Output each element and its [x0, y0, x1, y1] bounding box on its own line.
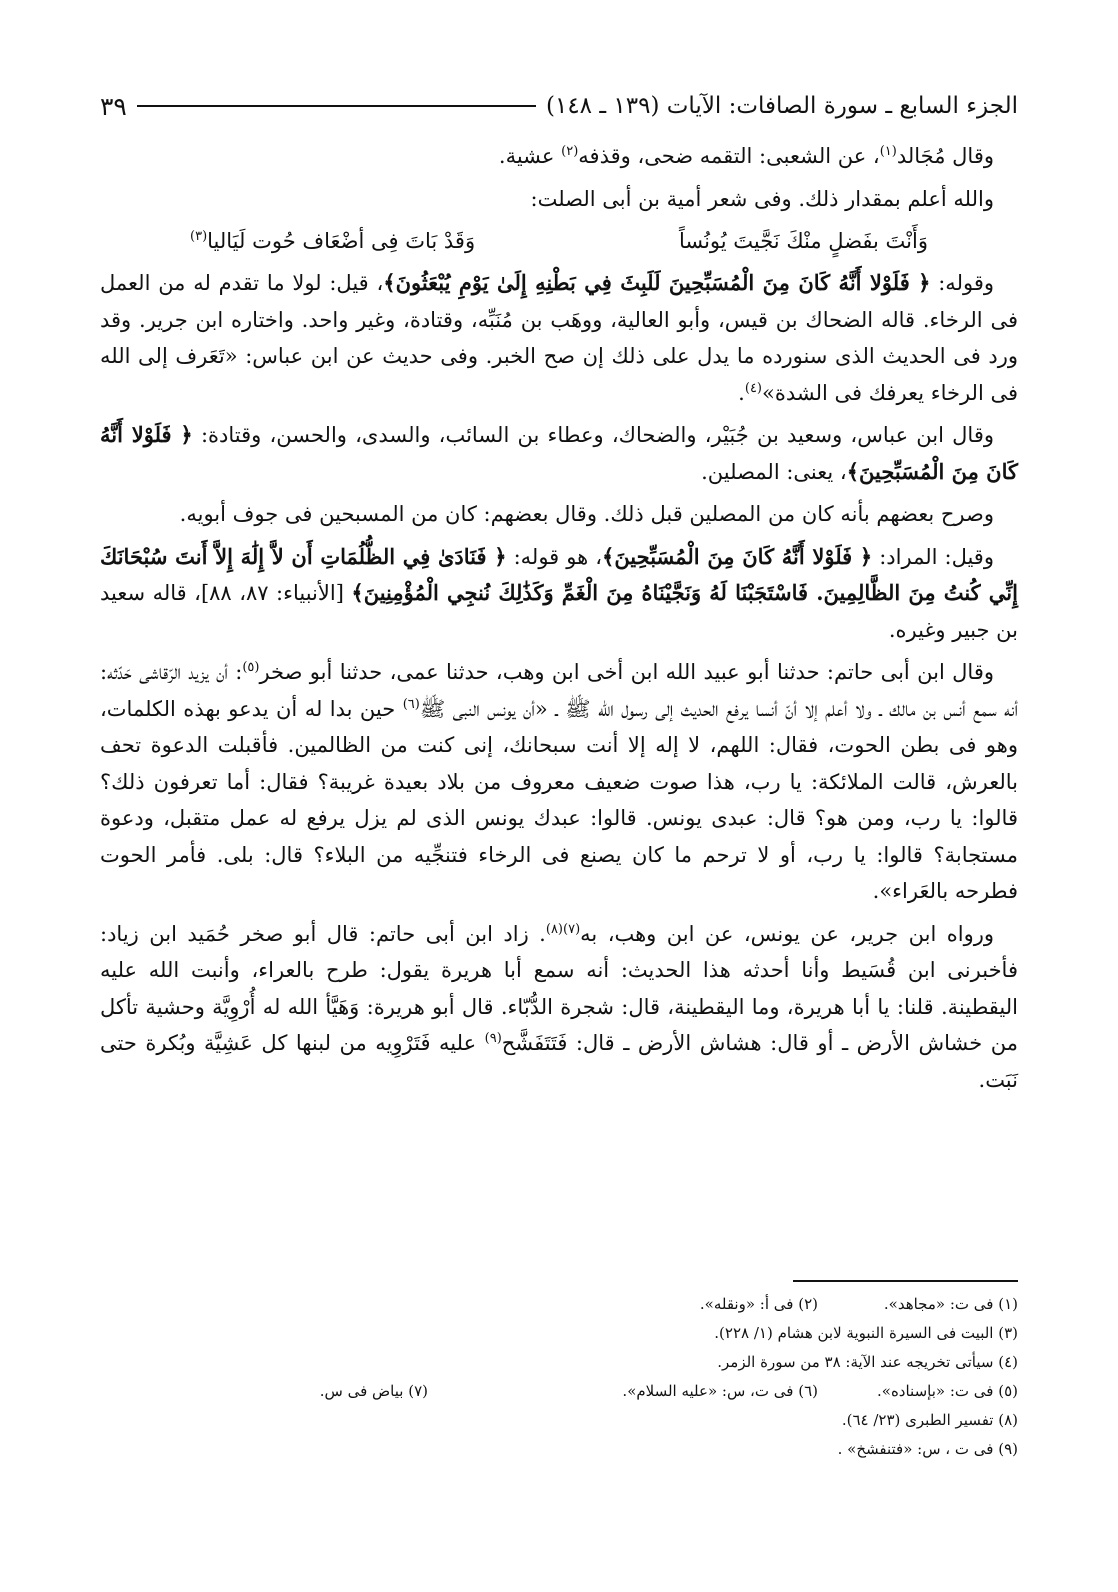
footnote-marker: (٧)(٨): [545, 921, 581, 937]
quran-quote: ﴿ فَلَوْلا أَنَّهُ كَانَ مِنَ الْمُسَبِّحِينَ﴾: [100, 422, 1018, 484]
poetry-verse: [190, 223, 928, 259]
header-title: الجزء السابع ـ سورة الصافات: الآيات (١٣٩ ـ ١٤٨): [545, 93, 1018, 119]
verse-second-hemistich: وَقَدْ بَاتَ فِى أضْعَاف حُوت لَيَاليا$^{(٣)}$: [190, 229, 476, 253]
footnote-6: (٦) فى ت، س: «عليه السلام».: [622, 1382, 818, 1400]
footnote-line: [100, 1319, 1018, 1348]
footnote-marker: (٤): [744, 380, 762, 396]
paragraph-3: وقوله: ﴿ فَلَوْلا أَنَّهُ كَانَ مِنَ الْمُسَبِّحِينَ لَلَبِثَ فِي بَطْنِهِ إِلَىٰ يَوْمِ يُبْعَثُونَ﴾، قيل: لولا ما تقدم له من العمل فى الرخاء. قاله الضحاك بن قيس، وأبو العالية، ووهَب بن مُنَبِّه، وقتادة، وغير واحد. واختاره ابن جرير. وقد ورد فى الحديث الذى سنورده ما يدل على ذلك إن صح الخبر. وفى حديث عن ابن عباس: «تَعَرف إلى الله فى الرخاء يعرفك فى الشدة»$^{(٤)}$.: [100, 270, 1018, 405]
footnote-line: [100, 1435, 1018, 1464]
running-header: [100, 86, 1018, 126]
footnote-marker: (١): [879, 144, 897, 159]
footnotes: [100, 1290, 1018, 1464]
footnote-line: [100, 1406, 1018, 1435]
footnote-line: [100, 1348, 1018, 1377]
footnote-1: (١) فى ت: «مجاهد».: [883, 1295, 1018, 1313]
footnote-marker: (٣): [190, 229, 208, 244]
paragraph-5: وصرح بعضهم بأنه كان من المصلين قبل ذلك. وقال بعضهم: كان من المسبحين فى جوف أبويه.: [179, 502, 994, 526]
footnote-separator: [793, 1280, 1018, 1282]
footnote-line: [100, 1377, 1018, 1406]
verse-first-hemistich: وَأَنْتَ بفَضلٍ منْكَ نَجَّيتَ يُونُساً: [678, 229, 928, 253]
quran-quote: ﴿ فَنَادَىٰ فِي الظُّلُمَاتِ أَن لاَّ إِلَٰهَ إِلاَّ أَنتَ سُبْحَانَكَ إِنِّي كُنتُ مِنَ الظَّالِمِينَ. فَاسْتَجَبْنَا لَهُ وَنَجَّيْنَاهُ مِنَ الْغَمِّ وَكَذَٰلِكَ نُنجِي الْمُؤْمِنِينَ﴾: [100, 543, 1018, 605]
footnote-7: (٧) بياض فى س.: [319, 1382, 428, 1400]
paragraph-7: وقال ابن أبى حاتم: حدثنا أبو عبيد الله ابن أخى ابن وهب، حدثنا عمى، حدثنا أبو صخر$^{(٥)}$: أن يزيد الرّقاشى حَدّثه: أنه سمع أنس بن مالك ـ ولا أعلم إلا أنّ أنسا يرفع الحديث إلى رسول الله ﷺ ـ «أن يونس النبى ﷺ$^{(٦)}$ حين بدا له أن يدعو بهذه الكلمات، وهو فى بطن الحوت، فقال: اللهم، لا إله إلا أنت سبحانك، إنى كنت من الظالمين. فأقبلت الدعوة تحف بالعرش، قالت الملائكة: يا رب، هذا صوت ضعيف معروف من بلاد بعيدة غريبة؟ فقال: أما تعرفون ذلك؟ قالوا: يا رب، ومن هو؟ قال: عبدى يونس. قالوا: عبدك يونس الذى لم يزل يرفع له عمل متقبل، ودعوة مستجابة؟ قالوا: يا رب، أو لا ترحم ما كان يصنع فى الرخاء فتنجِّيه من البلاء؟ قال: بلى. فأمر الحوت فطرحه بالعَراء».: [100, 660, 1018, 903]
main-text: [100, 138, 1018, 1104]
page-number: ٣٩: [100, 91, 127, 121]
paragraph-1: وقال مُجَالد$^{(١)}$، عن الشعبى: التقمه ضحى، وقذفه$^{(٢)}$ عشية.: [498, 144, 994, 168]
quran-quote: ﴿ فَلَوْلا أَنَّهُ كَانَ مِنَ الْمُسَبِّحِينَ لَلَبِثَ فِي بَطْنِهِ إِلَىٰ يَوْمِ يُبْعَثُونَ﴾: [383, 270, 931, 295]
footnote-5: (٥) فى ت: «بإسناده».: [877, 1382, 1018, 1400]
paragraph-8: ورواه ابن جرير، عن يونس، عن ابن وهب، به$^{(٧)(٨)}$. زاد ابن أبى حاتم: قال أبو صخر حُمَيد ابن زياد: فأخبرنى ابن قُسَيط وأنا أحدثه هذا الحديث: أنه سمع أبا هريرة يقول: طرح بالعراء، وأنبت الله عليه اليقطينة. قلنا: يا أبا هريرة، وما اليقطينة، قال: شجرة الدُّبّاء. قال أبو هريرة: وَهَيَّأ الله له أُرْوِيَّة وحشية تأكل من خشاش الأرض ـ أو قال: هشاش الأرض ـ قال: فَتَتَفَشَّح$^{(٩)}$ عليه فَتَرْوِيه من لبنها كل عَشِيَّة وبُكرة حتى نَبَت.: [100, 921, 1018, 1092]
paragraph-6: وقيل: المراد: ﴿ فَلَوْلا أَنَّهُ كَانَ مِنَ الْمُسَبِّحِينَ﴾، هو قوله: ﴿ فَنَادَىٰ فِي الظُّلُمَاتِ أَن لاَّ إِلَٰهَ إِلاَّ أَنتَ سُبْحَانَكَ إِنِّي كُنتُ مِنَ الظَّالِمِينَ. فَاسْتَجَبْنَا لَهُ وَنَجَّيْنَاهُ مِنَ الْغَمِّ وَكَذَٰلِكَ نُنجِي الْمُؤْمِنِينَ﴾ [الأنبياء: ٨٧، ٨٨]، قاله سعيد بن جبير وغيره.: [100, 543, 1018, 642]
footnote-marker: (٩): [484, 1031, 502, 1046]
footnote-marker: (٥): [242, 660, 260, 675]
footnote-3: (٣) البيت فى السيرة النبوية لابن هشام (١/ ٢٢٨).: [714, 1324, 1018, 1342]
footnote-9: (٩) فى ت ، س: «فتنفشخ» .: [837, 1440, 1018, 1458]
quran-quote: ﴿ فَلَوْلا أَنَّهُ كَانَ مِنَ الْمُسَبِّحِينَ﴾: [602, 543, 873, 569]
footnote-line: [100, 1290, 1018, 1319]
paragraph-4: وقال ابن عباس، وسعيد بن جُبَيْر، والضحاك، وعطاء بن السائب، والسدى، والحسن، وقتادة: ﴿ فَلَوْلا أَنَّهُ كَانَ مِنَ الْمُسَبِّحِينَ﴾، يعنى: المصلين.: [100, 422, 1018, 484]
footnote-marker: (٢): [561, 144, 579, 159]
footnote-8: (٨) تفسير الطبرى (٢٣/ ٦٤).: [841, 1411, 1018, 1429]
footnote-2: (٢) فى أ: «ونقله».: [699, 1295, 818, 1313]
header-rule: [137, 105, 536, 107]
footnote-4: (٤) سيأتى تخريجه عند الآية: ٣٨ من سورة الزمر.: [717, 1353, 1018, 1371]
paragraph-2: والله أعلم بمقدار ذلك. وفى شعر أمية بن أبى الصلت:: [530, 186, 994, 211]
footnote-marker: (٦): [402, 696, 420, 712]
